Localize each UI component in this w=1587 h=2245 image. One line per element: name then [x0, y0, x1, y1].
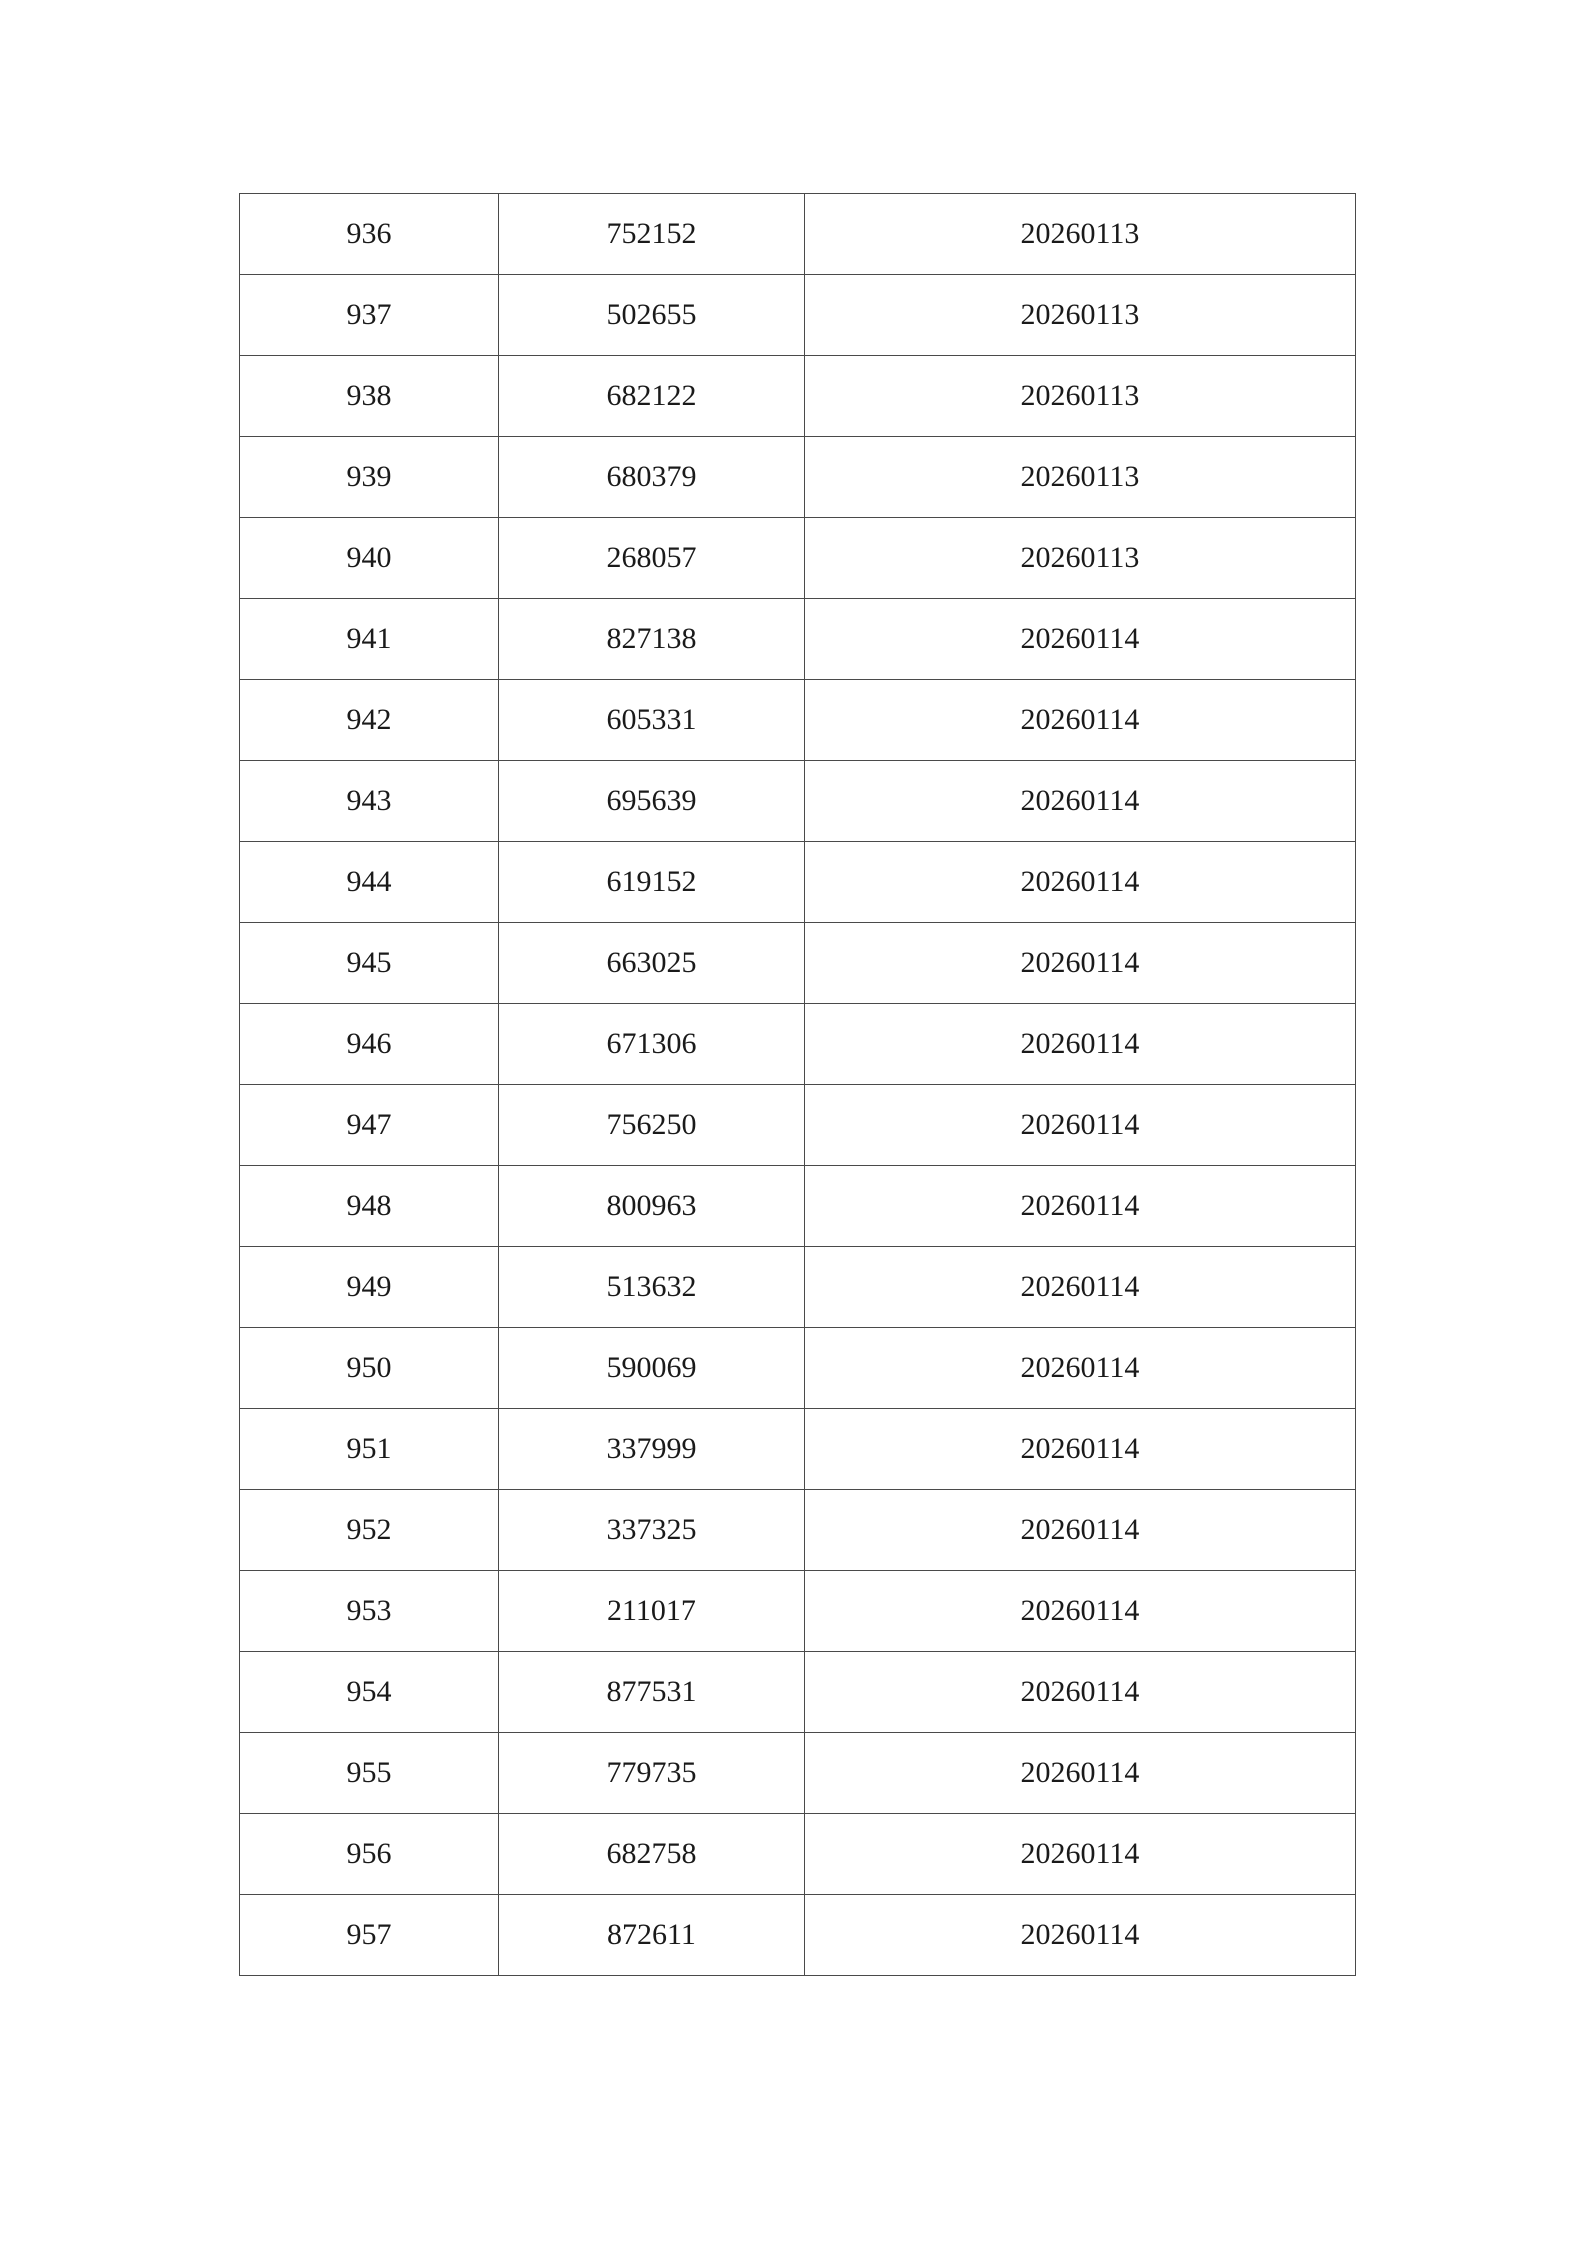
date-cell: 20260113: [805, 518, 1356, 599]
sequence-number-cell: 947: [240, 1085, 499, 1166]
sequence-number-cell: 957: [240, 1895, 499, 1976]
date-cell: 20260114: [805, 1895, 1356, 1976]
table-row: [240, 518, 1356, 599]
sequence-number-cell: 939: [240, 437, 499, 518]
table-row: [240, 1814, 1356, 1895]
table-row: [240, 1490, 1356, 1571]
data-table: [239, 193, 1356, 1976]
code-cell: 513632: [499, 1247, 805, 1328]
table-row: [240, 356, 1356, 437]
table-row: [240, 1085, 1356, 1166]
code-cell: 590069: [499, 1328, 805, 1409]
sequence-number-cell: 950: [240, 1328, 499, 1409]
code-cell: 827138: [499, 599, 805, 680]
date-cell: 20260114: [805, 761, 1356, 842]
code-cell: 779735: [499, 1733, 805, 1814]
code-cell: 268057: [499, 518, 805, 599]
code-cell: 756250: [499, 1085, 805, 1166]
date-cell: 20260114: [805, 680, 1356, 761]
date-cell: 20260114: [805, 1571, 1356, 1652]
date-cell: 20260114: [805, 1409, 1356, 1490]
sequence-number-cell: 945: [240, 923, 499, 1004]
table-row: [240, 1895, 1356, 1976]
table-row: [240, 761, 1356, 842]
date-cell: 20260114: [805, 1085, 1356, 1166]
date-cell: 20260114: [805, 1490, 1356, 1571]
code-cell: 671306: [499, 1004, 805, 1085]
code-cell: 695639: [499, 761, 805, 842]
date-cell: 20260114: [805, 1166, 1356, 1247]
date-cell: 20260114: [805, 923, 1356, 1004]
sequence-number-cell: 946: [240, 1004, 499, 1085]
sequence-number-cell: 949: [240, 1247, 499, 1328]
table-row: [240, 437, 1356, 518]
date-cell: 20260113: [805, 275, 1356, 356]
table-row: [240, 1571, 1356, 1652]
code-cell: 663025: [499, 923, 805, 1004]
sequence-number-cell: 951: [240, 1409, 499, 1490]
code-cell: 872611: [499, 1895, 805, 1976]
date-cell: 20260114: [805, 1328, 1356, 1409]
sequence-number-cell: 952: [240, 1490, 499, 1571]
table-row: [240, 599, 1356, 680]
table-row: [240, 1247, 1356, 1328]
sequence-number-cell: 936: [240, 194, 499, 275]
table-row: [240, 275, 1356, 356]
date-cell: 20260114: [805, 599, 1356, 680]
code-cell: 337999: [499, 1409, 805, 1490]
code-cell: 680379: [499, 437, 805, 518]
date-cell: 20260114: [805, 1733, 1356, 1814]
code-cell: 877531: [499, 1652, 805, 1733]
code-cell: 337325: [499, 1490, 805, 1571]
code-cell: 211017: [499, 1571, 805, 1652]
table-row: [240, 1004, 1356, 1085]
code-cell: 800963: [499, 1166, 805, 1247]
code-cell: 502655: [499, 275, 805, 356]
date-cell: 20260114: [805, 1247, 1356, 1328]
sequence-number-cell: 953: [240, 1571, 499, 1652]
sequence-number-cell: 954: [240, 1652, 499, 1733]
sequence-number-cell: 943: [240, 761, 499, 842]
code-cell: 605331: [499, 680, 805, 761]
code-cell: 682122: [499, 356, 805, 437]
date-cell: 20260113: [805, 194, 1356, 275]
sequence-number-cell: 940: [240, 518, 499, 599]
date-cell: 20260113: [805, 437, 1356, 518]
table-row: [240, 1733, 1356, 1814]
code-cell: 752152: [499, 194, 805, 275]
table-row: [240, 680, 1356, 761]
sequence-number-cell: 944: [240, 842, 499, 923]
date-cell: 20260114: [805, 1004, 1356, 1085]
date-cell: 20260114: [805, 1652, 1356, 1733]
table-row: [240, 1409, 1356, 1490]
sequence-number-cell: 942: [240, 680, 499, 761]
table-row: [240, 1328, 1356, 1409]
table-row: [240, 194, 1356, 275]
sequence-number-cell: 941: [240, 599, 499, 680]
date-cell: 20260114: [805, 842, 1356, 923]
code-cell: 682758: [499, 1814, 805, 1895]
date-cell: 20260114: [805, 1814, 1356, 1895]
sequence-number-cell: 955: [240, 1733, 499, 1814]
sequence-number-cell: 937: [240, 275, 499, 356]
code-cell: 619152: [499, 842, 805, 923]
date-cell: 20260113: [805, 356, 1356, 437]
table-row: [240, 923, 1356, 1004]
sequence-number-cell: 938: [240, 356, 499, 437]
table-row: [240, 842, 1356, 923]
table-row: [240, 1652, 1356, 1733]
table-body: [240, 194, 1356, 1976]
sequence-number-cell: 948: [240, 1166, 499, 1247]
sequence-number-cell: 956: [240, 1814, 499, 1895]
table-row: [240, 1166, 1356, 1247]
